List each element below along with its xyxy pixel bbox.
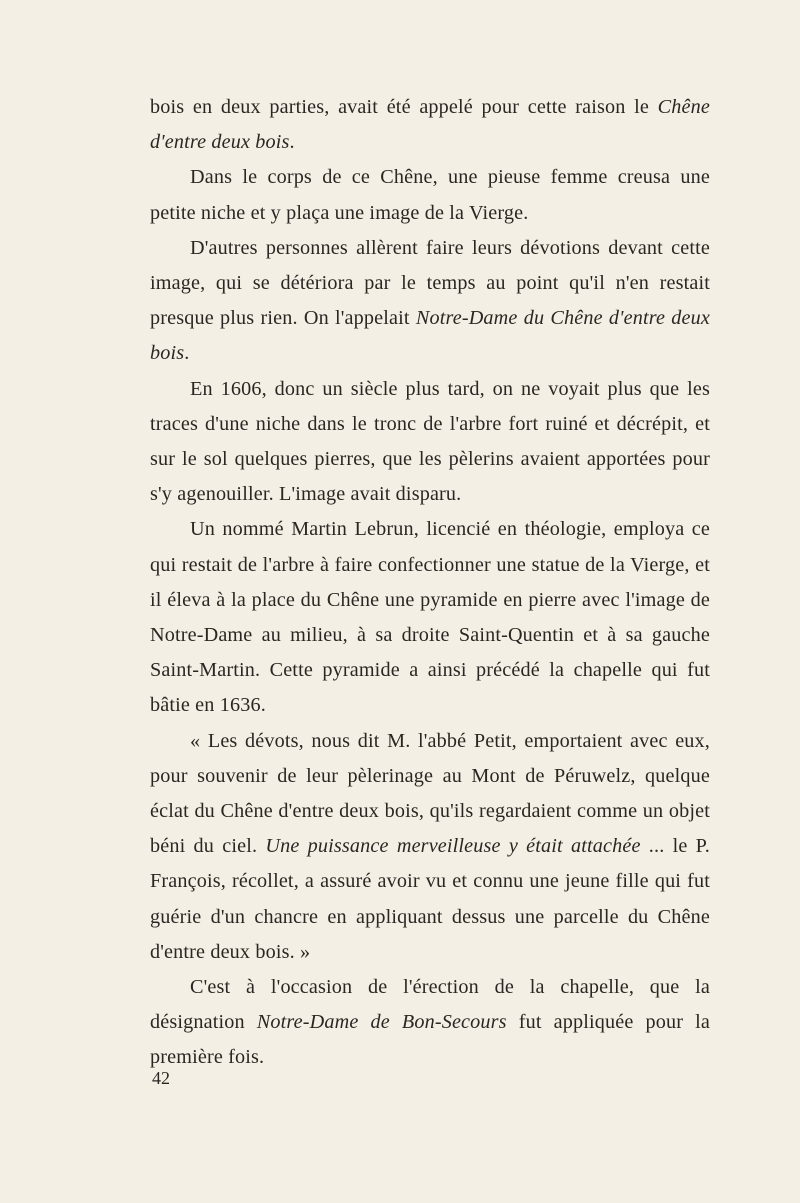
paragraph-7: C'est à l'occasion de l'érection de la chapelle, que la désignation Notre-Dame de Bon-Secours fut appliquée pour la première fois. [150, 976, 710, 1069]
paragraph-2: Dans le corps de ce Chêne, une pieuse femme creusa une petite niche et y plaça une image de la Vierge. [150, 166, 710, 224]
body-text [150, 90, 710, 1076]
paragraph-6-quote: « Les dévots, nous dit M. l'abbé Petit, emportaient avec eux, pour souvenir de leur pèlerinage au Mont de Péruwelz, quelque éclat du Chêne d'entre deux bois, qu'ils regardaient comme un objet béni du ciel. Une puissance merveilleuse y était attachée ... le P. François, récollet, a assuré avoir vu et connu une jeune fille qui fut guérie d'un chancre en appliquant dessus une parcelle du Chêne d'entre deux bois. » [150, 729, 710, 963]
page-number: 42 [152, 1068, 170, 1088]
paragraph-4: En 1606, donc un siècle plus tard, on ne voyait plus que les traces d'une niche dans le tronc de l'arbre fort ruiné et décrépit, et sur le sol quelques pierres, que les pèlerins avaient apportées pour s'y agenouiller. L'image avait disparu. [150, 377, 710, 506]
paragraph-5: Un nommé Martin Lebrun, licencié en théologie, employa ce qui restait de l'arbre à faire confectionner une statue de la Vierge, et il éleva à la place du Chêne une pyramide en pierre avec l'image de Notre-Dame au milieu, à sa droite Saint-Quentin et à sa gauche Saint-Martin. Cette pyramide a ainsi précédé la chapelle qui fut bâtie en 1636. [150, 518, 710, 717]
paragraph-1: bois en deux parties, avait été appelé pour cette raison le Chêne d'entre deux bois. [150, 96, 710, 154]
paragraph-3: D'autres personnes allèrent faire leurs dévotions devant cette image, qui se détériora par le temps au point qu'il n'en restait presque plus rien. On l'appelait Notre-Dame du Chêne d'entre deux bois. [150, 236, 710, 365]
